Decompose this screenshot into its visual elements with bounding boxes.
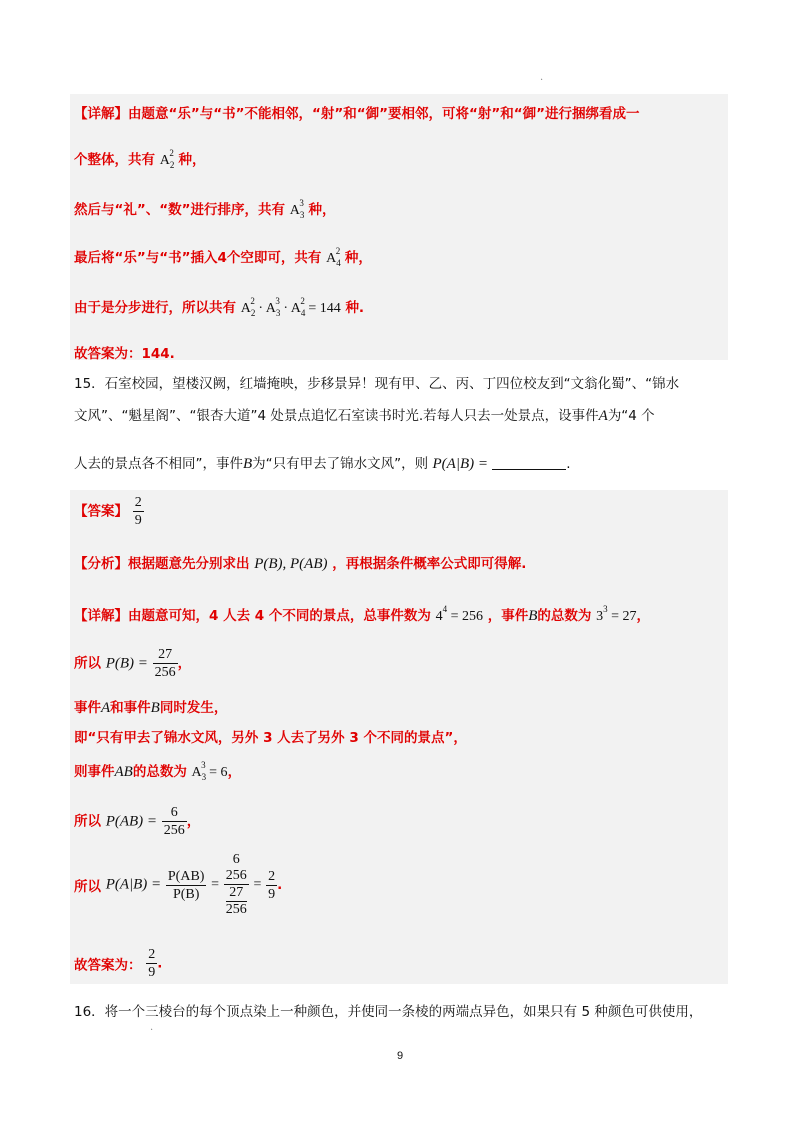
final-answer-fraction: $\frac{2}{9}$ [148,947,156,980]
q14-detail-line3: 然后与“礼”、“数”进行排序，共有 $A_3^3$ 种， [74,198,336,220]
bottom-dot: . [150,1022,154,1033]
compound-fraction: 6 256 27 256 [225,852,247,917]
q15-final-answer: 故答案为： $\frac{2}{9}$ . [74,947,163,980]
formula-a33: $A_3^3$ [289,198,305,220]
page-number: 9 [396,1050,404,1062]
result-fraction: $\frac{2}{9}$ [268,868,276,902]
q15-pab-line: 所以 P(AB) = $\frac{6}{256}$ ， [74,805,201,838]
formula-pb-pab: P(B), P(AB) [254,556,328,572]
formula-4pow4: $4^4 = 256$ [435,604,483,624]
formula-3pow3: $3^3 = 27$ [596,604,637,624]
q16-question-line1: 16．将一个三棱台的每个顶点染上一种颜色，并使同一条棱的两端点异色，如果只有 5 种颜色可供使用， [74,1004,703,1020]
q14-solution-panel [70,94,728,360]
answer-blank [492,469,566,470]
formula-product: $A_2^2 \cdot A_3^3 \cdot A_4^2 = 144$ [240,296,341,318]
formula-pab: P(A|B) = [432,456,488,472]
q15-question-line1: 15．石室校园，望楼汉阙，红墙掩映，步移景异！现有甲、乙、丙、丁四位校友到“文翁化蜀”、“锦水 [74,376,680,392]
q14-answer: 故答案为：144. [74,346,175,362]
q15-quote-line: 即“只有甲去了锦水文风，另外 3 人去了另外 3 个不同的景点”， [74,730,467,746]
q14-detail-line1: 【详解】由题意“乐”与“书”不能相邻，“射”和“御”要相邻，可将“射”和“御”进行捆绑看成一 [74,106,640,122]
q14-detail-line2: 个整体，共有 $A_2^2$ 种， [74,148,206,170]
q15-both-line: 事件A和事件B同时发生， [74,700,228,716]
q15-then-line: 则事件AB的总数为 $A_3^3 = 6$， [74,760,242,782]
formula-a22: $A_2^2$ [159,148,175,170]
pab-fraction: $\frac{6}{256}$ [163,805,185,838]
formula-a42: $A_4^2$ [326,246,341,268]
q15-question-line2: 文风”、“魁星阁”、“银杏大道”4 处景点追忆石室读书时光.若每人只去一处景点，设事件A为“4 个 [74,408,655,424]
q15-final-line: 所以 P(A|B) = $\frac{P(AB)}{P(B)}$ = 6 256 27 256 = $\frac{2}{9}$ . [74,852,283,917]
q15-pb-line: 所以 P(B) = $\frac{27}{256}$ ， [74,647,192,680]
answer-fraction: $\frac{2}{9}$ [134,495,142,528]
ratio-fraction: $\frac{P(AB)}{P(B)}$ [167,868,205,902]
pb-fraction: $\frac{27}{256}$ [154,647,176,680]
q15-detail-line1: 【详解】由题意可知，4 人去 4 个不同的景点，总事件数为 $4^4 = 256$ ，事件B的总数为 $3^3 = 27$， [74,604,650,624]
q15-analysis: 【分析】根据题意先分别求出 P(B), P(AB) ，再根据条件概率公式即可得解. [74,556,527,572]
q14-detail-line4: 最后将“乐”与“书”插入4个空即可，共有 $A_4^2$ 种， [74,246,372,268]
top-dot: . [540,72,544,83]
q15-question-line3: 人去的景点各不相同”，事件B为“只有甲去了锦水文风”，则 P(A|B) = . [74,456,571,472]
q15-answer: 【答案】 $\frac{2}{9}$ [74,495,142,528]
q14-detail-line5: 由于是分步进行，所以共有 $A_2^2 \cdot A_3^3 \cdot A_4^2 = 144$ 种. [74,296,365,318]
formula-a33-ab: $A_3^3 = 6$ [191,760,228,782]
